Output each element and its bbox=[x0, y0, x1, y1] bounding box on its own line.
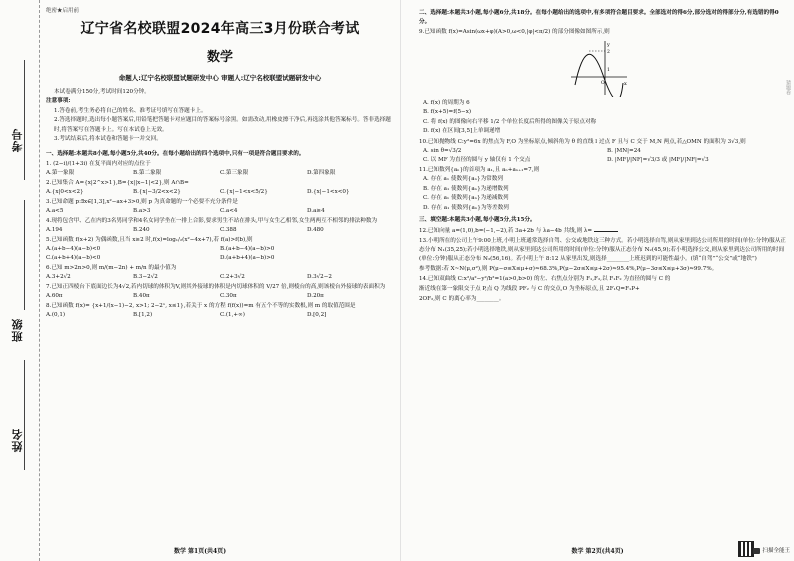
peak-label: 2 bbox=[607, 50, 610, 55]
section-heading-1: 一、选择题:本题共8小题,每小题5分,共40分。在每小题给出的四个选项中,只有一项是符合题目要求的。 bbox=[46, 151, 305, 158]
option-a: A.第一象限 bbox=[46, 170, 75, 177]
question-stem: 6.已知 m>2n>0,则 m/(m−2n) + m/n 的最小值为 bbox=[46, 265, 177, 272]
notes-title: 注意事项: bbox=[46, 98, 71, 105]
option-c: C. 以 MF 为直径的圆与 y 轴仅有 1 个交点 bbox=[423, 157, 531, 164]
committee-line: 命题人:辽宁名校联盟试题研发中心 审题人:辽宁名校联盟试题研发中心 bbox=[118, 74, 322, 82]
question-stem: 11.已知数列{aₙ}的首项为 a₁,且 aₙ+aₙ₊₁=7,则 bbox=[419, 167, 540, 174]
section-heading-2: 二、选择题:本题共3小题,每小题6分,共18分。在每小题给出的选项中,有多项符合题目要求。全部选对的得6分,部分选对的得部分分,有选错的得0分。 bbox=[419, 10, 779, 25]
question-stem: 3.已知命题 p:∃x∈[1,3],x²−ax+3>0,则 p 为真命题的一个必要不充分条件是 bbox=[46, 199, 238, 206]
right-content bbox=[419, 6, 787, 304]
option-c: C.30π bbox=[220, 293, 237, 300]
option-c: C.(1,+∞) bbox=[220, 312, 245, 319]
question-3 bbox=[46, 198, 394, 216]
question-stem-line: 14.已知双曲线 C:x²/a²−y²/b²=1(a>0,b>0) 的左、右焦点分别为 F₁,F₂,以 F₁F₂ 为直径的圆与 C 的 bbox=[419, 276, 671, 283]
note-item: 3.考试结束后,将本试卷和答题卡一并交回。 bbox=[54, 136, 162, 143]
question-11 bbox=[419, 166, 787, 213]
question-stem: 12.已知向量 a=(1,0),b=(−1,−2),若 3a+2b 与 λa−4b 共线,则 λ= bbox=[419, 228, 593, 235]
origin-label: O bbox=[601, 81, 605, 86]
question-stem: 9.已知函数 f(x)=Asin(ωx+φ)(A>0,ω<0,|φ|<π/2) 的部分图像如图所示,则 bbox=[419, 29, 610, 35]
option-a: A.(a+b−4)(a−b)<0 bbox=[46, 246, 101, 253]
option-d: D.3√2−2 bbox=[307, 274, 332, 281]
question-stem: 7.已知正四棱台下底面边长为4√2,若内切球的体积为V,则其外接球的体积是内切球体积的 V/27 倍,则棱台的高,则该棱台外接球的表面积为 bbox=[46, 284, 386, 291]
curve bbox=[575, 54, 623, 97]
page-footer: 数学 第1页(共4页) bbox=[173, 548, 227, 555]
question-stem: 10.已知抛物线 C:y²=6x 的焦点为 F,O 为坐标原点,倾斜角为 θ 的直线 l 过点 F 且与 C 交于 M,N 两点,若△OMN 的面积为 3√3,则 bbox=[419, 138, 746, 145]
exam-title: 辽宁省名校联盟2024年高三3月份联合考试 bbox=[80, 21, 360, 37]
option-c: C.2+3√2 bbox=[220, 274, 245, 281]
question-4 bbox=[46, 217, 394, 235]
option-c: C. 存在 a₁ 使数列{aₙ}为递减数列 bbox=[423, 195, 509, 202]
question-2 bbox=[46, 179, 394, 197]
option-c: C.388 bbox=[220, 227, 237, 234]
option-b: B.{x|−3/2<x<2} bbox=[133, 189, 181, 196]
question-stem-line: 渐近线在第一象限交于点 P,点 Q 为线段 PF₂ 与 C 的交点,O 为坐标原点,且 2F₁Q=F₁P+ bbox=[419, 286, 640, 293]
side-mark: 猜题卷 bbox=[785, 80, 791, 95]
scanner-icon bbox=[753, 548, 760, 554]
question-stem-line: 2OF₂,则 C 的离心率为________。 bbox=[419, 296, 505, 303]
option-d: D.20π bbox=[307, 293, 324, 300]
question-13 bbox=[419, 237, 787, 274]
tick-label: 1 bbox=[607, 68, 610, 73]
question-9 bbox=[419, 28, 787, 137]
binding-label-class: 班级 bbox=[11, 318, 24, 342]
scanner-label: 扫描全能王 bbox=[762, 548, 790, 554]
x-axis-label: x bbox=[624, 81, 627, 87]
option-c: C. 将 f(x) 的图像向右平移 1/2 个单位长度后所得的图像关于原点对称 bbox=[423, 118, 597, 125]
question-10 bbox=[419, 138, 787, 166]
question-12 bbox=[419, 226, 787, 236]
option-a: A.{x|0<x<2} bbox=[46, 189, 84, 196]
sine-graph bbox=[569, 39, 629, 97]
option-a: A.60π bbox=[46, 293, 63, 300]
option-b: B. 存在 a₁ 使数列{aₙ}为递增数列 bbox=[423, 185, 509, 192]
binding-line bbox=[24, 200, 25, 310]
note-item: 2.答选择题时,选出每小题答案后,用铅笔把答题卡对应题目的答案标号涂黑。如需改动,用橡皮擦干净后,再选涂其他答案标号。答非选择题时,将答案写在答题卡上。写在本试卷上无效。 bbox=[54, 117, 391, 133]
binding-strip bbox=[0, 0, 40, 561]
scanner-watermark bbox=[753, 546, 790, 554]
option-b: B. |MN|=24 bbox=[607, 147, 641, 154]
option-a: A. sin θ=√3/2 bbox=[423, 147, 462, 154]
question-1 bbox=[46, 160, 394, 178]
option-a: A.194 bbox=[46, 227, 63, 234]
option-b: B.[1,2) bbox=[133, 312, 153, 319]
exam-page-right bbox=[400, 0, 794, 561]
option-d: D.{x|−1<x<0} bbox=[307, 189, 350, 196]
option-a: A. f(x) 的周期为 6 bbox=[423, 100, 470, 106]
option-d: D.[0,2] bbox=[307, 312, 327, 319]
option-c: C.a<4 bbox=[220, 208, 238, 215]
qr-code-icon bbox=[738, 541, 754, 557]
binding-label-exam-number: 考号 bbox=[11, 128, 24, 152]
question-5 bbox=[46, 236, 394, 263]
question-14 bbox=[419, 275, 787, 304]
option-b: B. f(x+5)=f(5−x) bbox=[423, 109, 472, 116]
section-heading-3: 三、填空题:本题共3小题,每小题5分,共15分。 bbox=[419, 217, 536, 224]
exam-intro: 本试卷满分150分,考试时间120分钟。 bbox=[54, 89, 150, 95]
option-b: B.40π bbox=[133, 293, 150, 300]
question-stem: 5.已知函数 f(x+2) 为偶函数,且当 x≥2 时,f(x)=log₁/₂(x²−4x+7),若 f(a)>f(b),则 bbox=[46, 237, 253, 244]
left-content bbox=[46, 6, 394, 320]
option-d: D. |MF|/|NF|=√3/3 或 |MF|/|NF|=√3 bbox=[607, 157, 709, 164]
option-c: C.第三象限 bbox=[220, 170, 249, 177]
note-item: 1.答卷前,考生务必将自己的姓名、准考证号填写在答题卡上。 bbox=[54, 107, 207, 114]
y-axis-label: y bbox=[607, 42, 610, 48]
option-b: B.第二象限 bbox=[133, 170, 162, 177]
question-8 bbox=[46, 302, 394, 320]
option-b: B.3−2√2 bbox=[133, 274, 158, 281]
binding-line bbox=[24, 60, 25, 180]
subject-title: 数学 bbox=[206, 50, 233, 65]
reference-data: 参考数据:若 X~N(μ,σ²),则 P(μ−σ≤X≤μ+σ)≈68.3%,P(μ−2σ≤X≤μ+2σ)≈95.4%,P(μ−3σ≤X≤μ+3σ)≈99.7%。 bbox=[419, 266, 718, 273]
option-a: A. 存在 a₁ 使数列{aₙ}为常数列 bbox=[423, 176, 503, 183]
option-d: D.480 bbox=[307, 227, 324, 234]
binding-line bbox=[24, 360, 25, 470]
question-stem: 8.已知函数 f(x)= {x+1/(x−1)−2, x>1; 2−2ˣ, x≤1},若关于 x 的方程 f(f(x))=m 有五个不等的实数根,则 m 的取值范围是 bbox=[46, 303, 356, 310]
option-d: D.(a+b+4)(a−b)>0 bbox=[220, 255, 275, 262]
option-b: B.(a+b−4)(a−b)>0 bbox=[220, 246, 275, 253]
answer-blank bbox=[594, 226, 618, 232]
question-7 bbox=[46, 283, 394, 301]
option-c: C.{x|−1<x<5/2} bbox=[220, 189, 268, 196]
question-stem: 1. (2−i)/(1+3i) 在复平面内对应的点位于 bbox=[46, 161, 151, 168]
option-d: D.a≥4 bbox=[307, 208, 325, 215]
option-d: D.第四象限 bbox=[307, 170, 336, 177]
question-stem: 13.小明所在的公司上午9:00上班,小明上班通常选择自驾、公交或地铁这三种方式。若小明选择自驾,则从家里到达公司所用的时间(单位:分钟)服从正态分布 N₁(35,25);若小明选择地铁,则从家里到达公司所用的时间(单位:分钟)服从正态分布 N₂(45,9);若小明选择公交,则从家里到达公司所用的时间(单位:分钟)服从正态分布 N₃(56,16)。若小明上午 8:12 从家里出发,则选择________上班迟到的可能性最小。(填“自驾”“公交”或“地铁”) bbox=[419, 238, 786, 263]
option-d: D. 存在 a₁ 使数列{aₙ}为等差数列 bbox=[423, 204, 509, 211]
option-a: A.(0,1) bbox=[46, 312, 66, 319]
secret-mark: 绝密★启用前 bbox=[46, 8, 80, 14]
option-d: D. f(x) 在区间[3,5]上单调递增 bbox=[423, 128, 501, 135]
option-b: B.240 bbox=[133, 227, 150, 234]
page-footer: 数学 第2页(共4页) bbox=[571, 548, 624, 555]
option-a: A.a<5 bbox=[46, 208, 64, 215]
question-stem: 4.现将包含甲、乙在内的3名男同学和4名女同学坐在一排上合影,要求男生不站在排头,甲与女生乙相邻,女生两两互不相邻的排法种数为 bbox=[46, 218, 378, 225]
option-c: C.(a+b+4)(a−b)<0 bbox=[46, 255, 101, 262]
question-6 bbox=[46, 264, 394, 282]
question-stem: 2.已知集合 A={x|2^x>1},B={x||x−1|<2},则 A∩B= bbox=[46, 180, 189, 187]
sine-graph-svg bbox=[569, 39, 629, 97]
option-b: B.a>3 bbox=[133, 208, 151, 215]
binding-label-name: 姓名 bbox=[11, 428, 24, 452]
option-a: A.3+2√2 bbox=[46, 274, 71, 281]
